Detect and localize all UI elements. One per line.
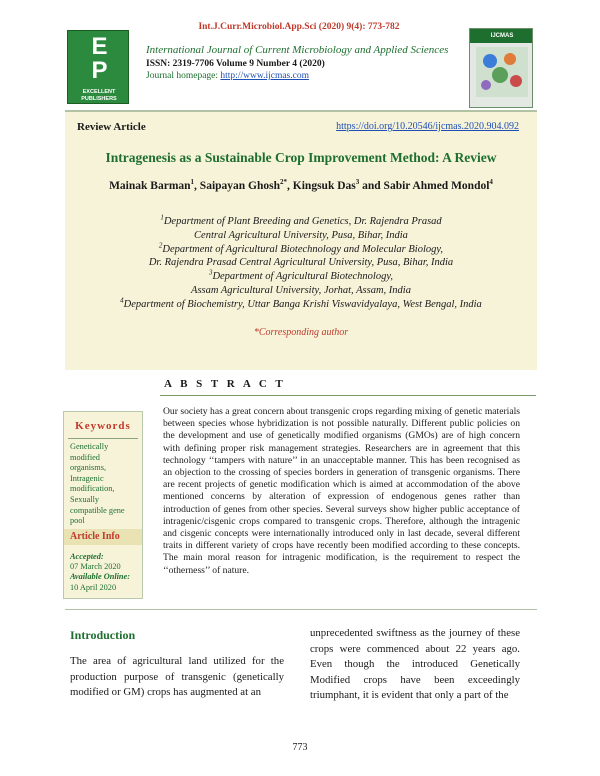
keyword-item: Genetically bbox=[70, 442, 109, 451]
cover-label: IJCMAS bbox=[490, 33, 514, 39]
keyword-item: modification, bbox=[70, 484, 115, 494]
keyword-item: compatible gene bbox=[70, 505, 125, 515]
abstract-body: Our society has a great concern about transgenic crops regarding mixing of genetic materials between species whose hybridization is not possible naturally. Different public policies on the development and use of genetically modified organisms (GMOs) are of high concern with defining proper risk management strategies. Researchers are in agreement that this technology ‘‘tampers with nature’’ in an unacceptable manner. This has been recognised as an objection to the crossing of species borders in generation of transgenic organisms. There are recent projects of genetic modification which is aimed at accommodation of the above mentioned concerns by alteration of expression of endogenous genes rather than introduction of genes from other species. Several surveys show higher public acceptance of intragenic/cisgenic crops compared to transgenic crops. Therefore, although the intragenic and cisgenic concepts were internationally introduced only in last decade, several different traits in different variety of crops have recently been modified according to these concepts. The main moral reason for intragenic modification, is the requirement to respect the ‘‘otherness’’ of nature. bbox=[163, 406, 520, 576]
accepted-date: 07 March 2020 bbox=[70, 562, 121, 572]
author-name: Sabir Ahmed Mondol bbox=[383, 180, 490, 192]
publisher-logo bbox=[67, 30, 129, 104]
journal-header bbox=[146, 44, 466, 82]
accepted-label: Accepted: bbox=[70, 552, 104, 561]
abstract-heading: A B S T R A C T bbox=[164, 378, 286, 390]
introduction-column-right: unprecedented swiftness as the journey of these crops were commenced about 22 years ago. Even though the introduced Genetically Modified crops have been exceedingly triumphant, it is evident that only a part of the bbox=[310, 627, 520, 701]
keyword-item: organisms, bbox=[70, 463, 107, 473]
section-divider bbox=[65, 609, 537, 610]
affiliation-line bbox=[65, 270, 537, 284]
author-name: Kingsuk Das bbox=[292, 180, 356, 192]
keywords-heading: Keywords bbox=[75, 420, 131, 432]
affiliation-line bbox=[65, 284, 537, 298]
affiliations bbox=[65, 215, 537, 312]
keyword-item: Intragenic bbox=[70, 473, 104, 483]
author-separator: and bbox=[359, 180, 384, 192]
keywords-list bbox=[70, 442, 140, 527]
keyword-item: modified bbox=[70, 452, 100, 462]
affiliation-line bbox=[65, 243, 537, 257]
author-name: Mainak Barman bbox=[109, 180, 191, 192]
affiliation-marker: 4 bbox=[120, 296, 124, 305]
page-number: 773 bbox=[292, 742, 308, 753]
affiliation-line bbox=[65, 215, 537, 229]
affiliation-text: Department of Plant Breeding and Genetics, Dr. Rajendra Prasad bbox=[163, 216, 442, 227]
keywords-divider bbox=[68, 438, 138, 439]
keywords-panel bbox=[63, 411, 143, 599]
affiliation-line bbox=[65, 298, 537, 312]
journal-cover-image bbox=[469, 28, 533, 108]
affiliation-line bbox=[65, 256, 537, 270]
affiliation-text: Department of Agricultural Biotechnology and Molecular Biology, bbox=[162, 243, 444, 255]
author-list bbox=[65, 180, 537, 192]
keyword-item: Sexually bbox=[70, 494, 100, 504]
affiliation-marker: 2 bbox=[158, 241, 163, 250]
affiliation-text: Central Agricultural University, Pusa, Bihar, India bbox=[194, 229, 408, 241]
corresponding-author-note: *Corresponding author bbox=[253, 327, 349, 338]
author-affiliation-marker: 2* bbox=[280, 178, 288, 187]
article-type: Review Article bbox=[77, 121, 146, 133]
author-separator: , bbox=[194, 180, 200, 192]
cover-illustration bbox=[476, 47, 528, 97]
doi-link[interactable]: https://doi.org/10.20546/ijcmas.2020.904.092 bbox=[336, 121, 519, 132]
journal-name: International Journal of Current Microbiology and Applied Sciences bbox=[146, 44, 449, 56]
affiliation-marker: 1 bbox=[160, 213, 164, 222]
article-title: Intragenesis as a Sustainable Crop Improvement Method: A Review bbox=[105, 150, 497, 165]
article-info-heading: Article Info bbox=[64, 529, 142, 545]
affiliation-line bbox=[65, 229, 537, 243]
author-separator: , bbox=[287, 180, 293, 192]
issn-line: ISSN: 2319-7706 Volume 9 Number 4 (2020) bbox=[146, 59, 325, 69]
author-name: Saipayan Ghosh bbox=[199, 180, 281, 192]
author-affiliation-marker: 3 bbox=[355, 178, 360, 187]
homepage-link[interactable]: http://www.ijcmas.com bbox=[220, 71, 309, 81]
online-label: Available Online: bbox=[70, 572, 130, 582]
online-date: 10 April 2020 bbox=[70, 582, 117, 592]
logo-line-2: PUBLISHERS bbox=[81, 96, 117, 102]
homepage-line bbox=[146, 70, 466, 82]
journal-reference: Int.J.Curr.Microbiol.App.Sci (2020) 9(4): 773-782 bbox=[198, 22, 400, 32]
affiliation-text: Assam Agricultural University, Jorhat, Assam, India bbox=[191, 284, 411, 296]
introduction-column-left: The area of agricultural land utilized for the production purpose of transgenic (genetically modified or GM) crops has augmented at an bbox=[70, 655, 284, 698]
keyword-item: pool bbox=[70, 516, 85, 526]
affiliation-text: Department of Agricultural Biotechnology, bbox=[212, 271, 394, 283]
author-affiliation-marker: 1 bbox=[190, 178, 195, 187]
abstract-divider bbox=[160, 395, 536, 396]
affiliation-text: Department of Biochemistry, Uttar Banga Krishi Viswavidyalaya, West Bengal, India bbox=[123, 298, 482, 310]
author-affiliation-marker: 4 bbox=[489, 178, 493, 187]
introduction-heading: Introduction bbox=[70, 628, 136, 642]
logo-letters: E P bbox=[91, 33, 107, 84]
logo-line-1: EXCELLENT bbox=[82, 89, 116, 95]
homepage-label: Journal homepage: bbox=[146, 71, 221, 81]
article-info-dates bbox=[70, 552, 142, 593]
affiliation-text: Dr. Rajendra Prasad Central Agricultural University, Pusa, Bihar, India bbox=[148, 257, 454, 269]
affiliation-marker: 3 bbox=[208, 268, 213, 277]
